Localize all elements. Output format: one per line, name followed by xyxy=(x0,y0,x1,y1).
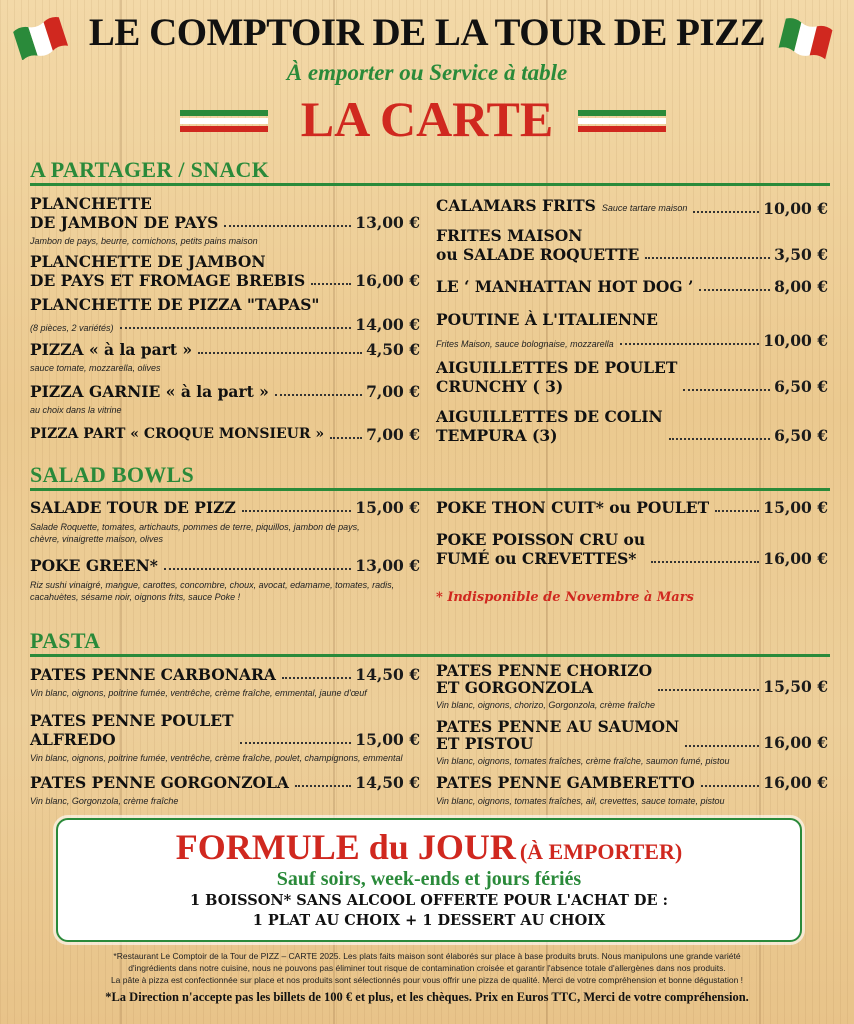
formule-title xyxy=(58,826,800,868)
footer-disclaimer: d'ingrédients dans notre cuisine, nous ne pouvons pas éliminer tout risque de contamination croisée et garantir l'absence totale d'allergènes dans nos produits. xyxy=(128,963,726,973)
item-name: PIZZA PART « CROQUE MONSIEUR » xyxy=(30,426,325,442)
item-price: 7,00 € xyxy=(366,425,420,444)
menu-item xyxy=(30,498,420,545)
item-description: Salade Roquette, tomates, artichauts, pommes de terre, piquillos, jambon de pays, chèvre, vinaigrette maison, olives xyxy=(30,522,360,544)
item-price: 15,50 € xyxy=(763,677,828,696)
formule-panel xyxy=(56,818,802,942)
item-name: PLANCHETTE DE JAMBON DE PAYS ET FROMAGE BREBIS xyxy=(30,252,306,290)
item-price: 13,00 € xyxy=(355,213,420,232)
restaurant-title: LE COMPTOIR DE LA TOUR DE PIZZ xyxy=(88,11,766,54)
item-name: PATES PENNE GAMBERETTO xyxy=(436,773,695,792)
item-price: 16,00 € xyxy=(355,271,420,290)
formule-title-suffix: (À EMPORTER) xyxy=(519,839,683,864)
item-description: Vin blanc, oignons, chorizo, Gorgonzola, crème fraîche xyxy=(436,700,655,710)
item-name: PIZZA « à la part » xyxy=(30,340,193,359)
item-name xyxy=(436,196,687,218)
item-price: 14,50 € xyxy=(355,773,420,792)
item-price: 13,00 € xyxy=(355,556,420,575)
section-title-pasta: PASTA xyxy=(30,628,101,653)
item-name-text: CALAMARS FRITS xyxy=(436,196,596,215)
availability-note: * Indisponible de Novembre à Mars xyxy=(436,590,694,605)
item-price: 15,00 € xyxy=(763,498,828,517)
menu-item xyxy=(30,252,420,290)
menu-item xyxy=(436,310,828,350)
item-name: PATES PENNE AU SAUMON ET PISTOU xyxy=(436,717,680,753)
menu-item xyxy=(30,556,420,603)
menu-item xyxy=(436,718,828,767)
menu-item xyxy=(30,711,420,764)
item-name: PLANCHETTE DE PIZZA "TAPAS" xyxy=(30,295,320,314)
item-name: PATES PENNE CARBONARA xyxy=(30,665,276,684)
item-description: Vin blanc, Gorgonzola, crème fraîche xyxy=(30,796,179,806)
menu-item xyxy=(30,425,420,444)
item-price: 14,50 € xyxy=(355,665,420,684)
item-name: POKE THON CUIT* ou POULET xyxy=(436,498,710,517)
item-name: PATES PENNE GORGONZOLA xyxy=(30,773,289,792)
item-price: 16,00 € xyxy=(763,773,828,792)
menu-heading: LA CARTE xyxy=(300,91,554,147)
item-price: 14,00 € xyxy=(355,315,420,334)
section-divider xyxy=(30,183,830,186)
item-price: 15,00 € xyxy=(355,730,420,749)
item-name: LE ‘ MANHATTAN HOT DOG ’ xyxy=(436,277,694,296)
item-name: POKE GREEN* xyxy=(30,556,158,575)
item-price: 16,00 € xyxy=(763,549,828,568)
item-description: Vin blanc, oignons, poitrine fumée, ventrêche, crème fraîche, emmental, jaune d'œuf xyxy=(30,688,367,698)
menu-item xyxy=(436,773,828,807)
item-price: 3,50 € xyxy=(774,245,828,264)
item-description: Frites Maison, sauce bolognaise, mozzarella xyxy=(436,339,614,349)
tricolor-stripe-right xyxy=(578,110,666,136)
item-price: 15,00 € xyxy=(355,498,420,517)
item-name: POUTINE À L'ITALIENNE xyxy=(436,310,658,329)
item-name: PATES PENNE CHORIZO ET GORGONZOLA xyxy=(436,661,653,697)
section-divider xyxy=(30,654,830,657)
footer-disclaimer: *Restaurant Le Comptoir de la Tour de PIZZ – CARTE 2025. Les plats faits maison sont élaborés sur place à base produits bruts. Nous manipulons une grande variété xyxy=(113,951,741,961)
menu-item xyxy=(436,226,828,264)
formule-title-main: FORMULE du JOUR xyxy=(175,827,516,867)
footer-disclaimer: La pâte à pizza est confectionnée sur place et nos produits sont sélectionnés pour vous offrir une pizza de qualité. Merci de votre compréhension et bonne dégustation ! xyxy=(110,975,744,985)
item-name: PIZZA GARNIE « à la part » xyxy=(30,382,269,401)
item-name: POKE POISSON CRU ou FUMÉ ou CREVETTES* xyxy=(436,530,646,568)
item-price: 16,00 € xyxy=(763,733,828,752)
item-price: 7,00 € xyxy=(366,382,420,401)
item-name: FRITES MAISON ou SALADE ROQUETTE xyxy=(436,226,640,264)
item-name: PATES PENNE POULET ALFREDO xyxy=(30,711,234,749)
item-name: AIGUILLETTES DE COLIN TEMPURA (3) xyxy=(436,407,663,445)
formule-offer-line: 1 PLAT AU CHOIX + 1 DESSERT AU CHOIX xyxy=(252,912,606,929)
menu-item xyxy=(30,295,420,334)
footer-payment-note: *La Direction n'accepte pas les billets de 100 € et plus, et les chèques. Prix en Euros TTC, Merci de votre compréhension. xyxy=(105,990,749,1004)
item-price: 8,00 € xyxy=(774,277,828,296)
item-name: PLANCHETTE DE JAMBON DE PAYS xyxy=(30,194,219,232)
section-title-salad: SALAD BOWLS xyxy=(30,462,195,487)
item-price: 6,50 € xyxy=(774,426,828,445)
menu-item xyxy=(436,277,828,296)
menu-item xyxy=(30,773,420,807)
menu-item xyxy=(30,382,420,416)
item-note: Sauce tartare maison xyxy=(601,203,688,213)
menu-item xyxy=(436,196,828,218)
menu-item xyxy=(436,530,828,568)
item-description: Vin blanc, oignons, tomates fraîches, ail, crevettes, sauce tomate, pistou xyxy=(436,796,725,806)
item-description: au choix dans la vitrine xyxy=(30,405,122,415)
formule-offer-line: 1 BOISSON* SANS ALCOOL OFFERTE POUR L'ACHAT DE : xyxy=(190,892,668,909)
menu-item xyxy=(30,665,420,699)
section-title-partager: A PARTAGER / SNACK xyxy=(30,157,270,182)
item-description: Jambon de pays, beurre, cornichons, petits pains maison xyxy=(30,236,258,246)
item-description: (8 pièces, 2 variétés) xyxy=(30,323,114,333)
section-divider xyxy=(30,488,830,491)
menu-item xyxy=(436,662,828,711)
formule-subtitle: Sauf soirs, week-ends et jours fériés xyxy=(276,868,582,890)
menu-item xyxy=(30,194,420,247)
menu-item xyxy=(30,340,420,374)
item-description: Riz sushi vinaigré, mangue, carottes, concombre, choux, avocat, edamame, tomates, radis, cacahuètes, sésame noir, oignons frits, sauce Poke ! xyxy=(30,580,395,602)
service-subtitle: À emporter ou Service à table xyxy=(286,60,568,85)
item-description: sauce tomate, mozzarella, olives xyxy=(30,363,161,373)
item-price: 6,50 € xyxy=(774,377,828,396)
item-description: Vin blanc, oignons, tomates fraîches, crème fraîche, saumon fumé, pistou xyxy=(436,756,730,766)
menu-item xyxy=(436,358,828,396)
item-name: SALADE TOUR DE PIZZ xyxy=(30,498,236,517)
item-price: 10,00 € xyxy=(763,331,828,350)
menu-item xyxy=(436,407,828,445)
item-price: 10,00 € xyxy=(763,199,828,218)
item-description: Vin blanc, oignons, poitrine fumée, ventrêche, crème fraîche, poulet, champignons, emmental xyxy=(30,753,403,763)
menu-item xyxy=(436,498,828,517)
item-name: AIGUILLETTES DE POULET CRUNCHY ( 3) xyxy=(436,358,678,396)
item-price: 4,50 € xyxy=(366,340,420,359)
